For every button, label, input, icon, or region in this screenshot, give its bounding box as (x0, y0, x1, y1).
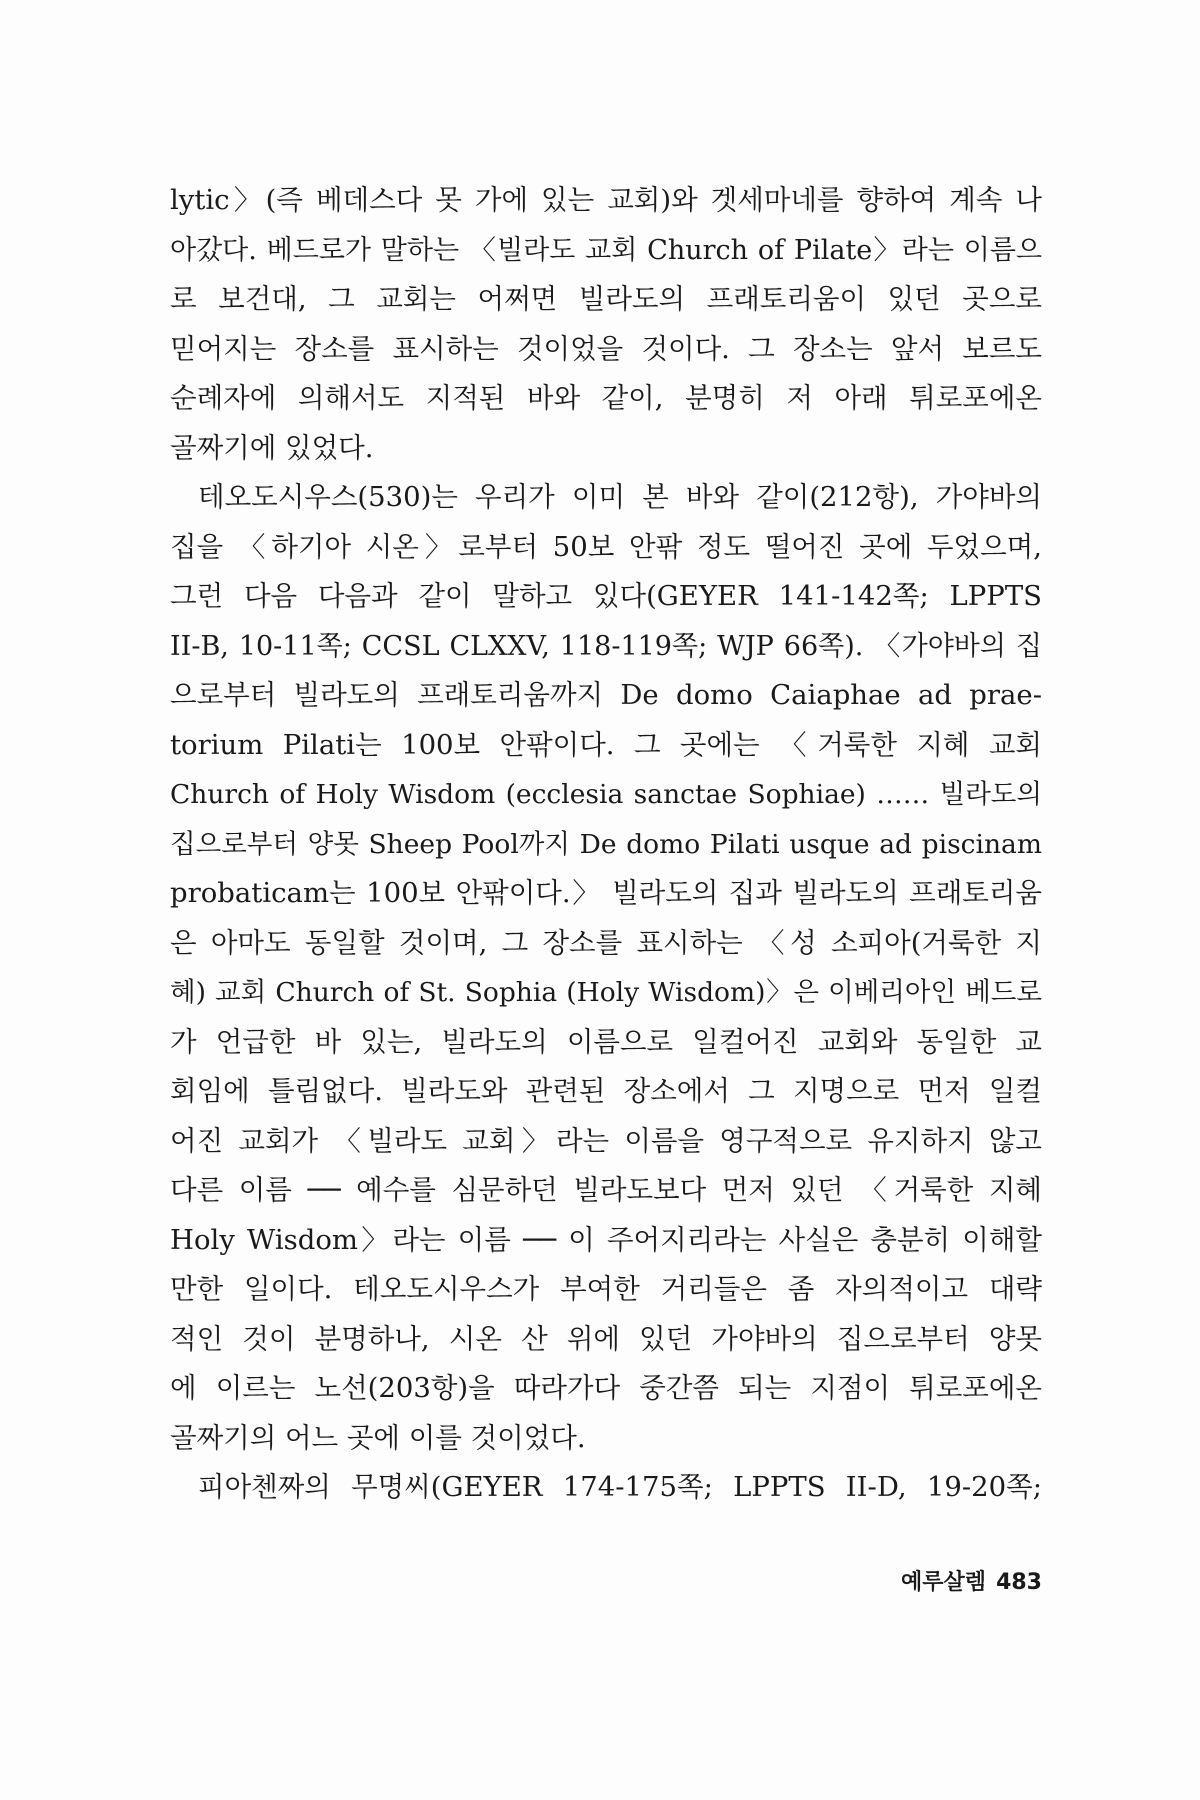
text-line: 그런 다음 다음과 같이 말하고 있다(GEYER 141-142쪽; LPPTS (170, 580, 1042, 612)
text-line: 로 보건대, 그 교회는 어쩌면 빌라도의 프래토리움이 있던 곳으로 (170, 283, 1042, 315)
text-line: 적인 것이 분명하나, 시온 산 위에 있던 가야바의 집으로부터 양못 (170, 1322, 1042, 1355)
running-title: 예루살렘 (901, 1570, 987, 1595)
text-line: 아갔다. 베드로가 말하는 〈빌라도 교회 Church of Pilate〉라는 이름으 (170, 234, 1042, 266)
body-text (170, 176, 1042, 1513)
text-line: 테오도시우스(530)는 우리가 이미 본 바와 같이(212항), 가야바의 (198, 481, 1042, 513)
text-line: 어진 교회가 〈빌라도 교회〉라는 이름을 영구적으로 유지하지 않고 (170, 1124, 1042, 1157)
text-line: Church of Holy Wisdom (ecclesia sanctae Sophiae) …… 빌라도의 (170, 779, 1042, 810)
text-line: Holy Wisdom〉라는 이름 ── 이 주어지리라는 사실은 충분히 이해할 (170, 1223, 1042, 1256)
text-line: lytic〉(즉 베데스다 못 가에 있는 교회)와 겟세마네를 향하여 계속 나 (170, 184, 1042, 216)
text-line: 순례자에 의해서도 지적된 바와 같이, 분명히 저 아래 튀로포에온 (170, 382, 1042, 414)
text-line: 골짜기의 어느 곳에 이를 것이었다. (170, 1421, 586, 1454)
page-number: 483 (996, 1570, 1042, 1595)
page-footer (860, 1565, 1042, 1596)
text-line: 회임에 틀림없다. 빌라도와 관련된 장소에서 그 지명으로 먼저 일컬 (170, 1075, 1042, 1107)
text-line: 믿어지는 장소를 표시하는 것이었을 것이다. 그 장소는 앞서 보르도 (170, 332, 1042, 365)
text-line: 집으로부터 양못 Sheep Pool까지 De domo Pilati usque ad piscinam (170, 828, 1042, 860)
text-line: 혜) 교회 Church of St. Sophia (Holy Wisdom)〉은 이베리아인 베드로 (170, 977, 1042, 1008)
text-line: 가 언급한 바 있는, 빌라도의 이름으로 일컬어진 교회와 동일한 교 (170, 1025, 1042, 1058)
text-line: 골짜기에 있었다. (170, 431, 374, 464)
text-line: II-B, 10-11쪽; CCSL CLXXV, 118-119쪽; WJP 66쪽). 〈가야바의 집 (170, 630, 1042, 662)
text-line: 만한 일이다. 테오도시우스가 부여한 거리들은 좀 자의적이고 대략 (170, 1273, 1042, 1305)
text-line: 집을 〈하기아 시온〉로부터 50보 안팎 정도 떨어진 곳에 두었으며, (170, 530, 1042, 563)
text-line: probaticam는 100보 안팎이다.〉 빌라도의 집과 빌라도의 프래토리움 (170, 877, 1042, 909)
text-line: 피아첸짜의 무명씨(GEYER 174-175쪽; LPPTS II-D, 19-20쪽; (198, 1471, 1042, 1503)
text-line: 에 이르는 노선(203항)을 따라가다 중간쯤 되는 지점이 튀로포에온 (170, 1372, 1042, 1404)
text-line: torium Pilati는 100보 안팎이다. 그 곳에는 〈거룩한 지혜 교회 (170, 728, 1042, 761)
text-line: 다른 이름 ── 예수를 심문하던 빌라도보다 먼저 있던 〈거룩한 지혜 (170, 1174, 1042, 1206)
text-line: 으로부터 빌라도의 프래토리움까지 De domo Caiaphae ad prae- (170, 679, 1042, 711)
text-line: 은 아마도 동일할 것이며, 그 장소를 표시하는 〈성 소피아(거룩한 지 (170, 926, 1042, 959)
